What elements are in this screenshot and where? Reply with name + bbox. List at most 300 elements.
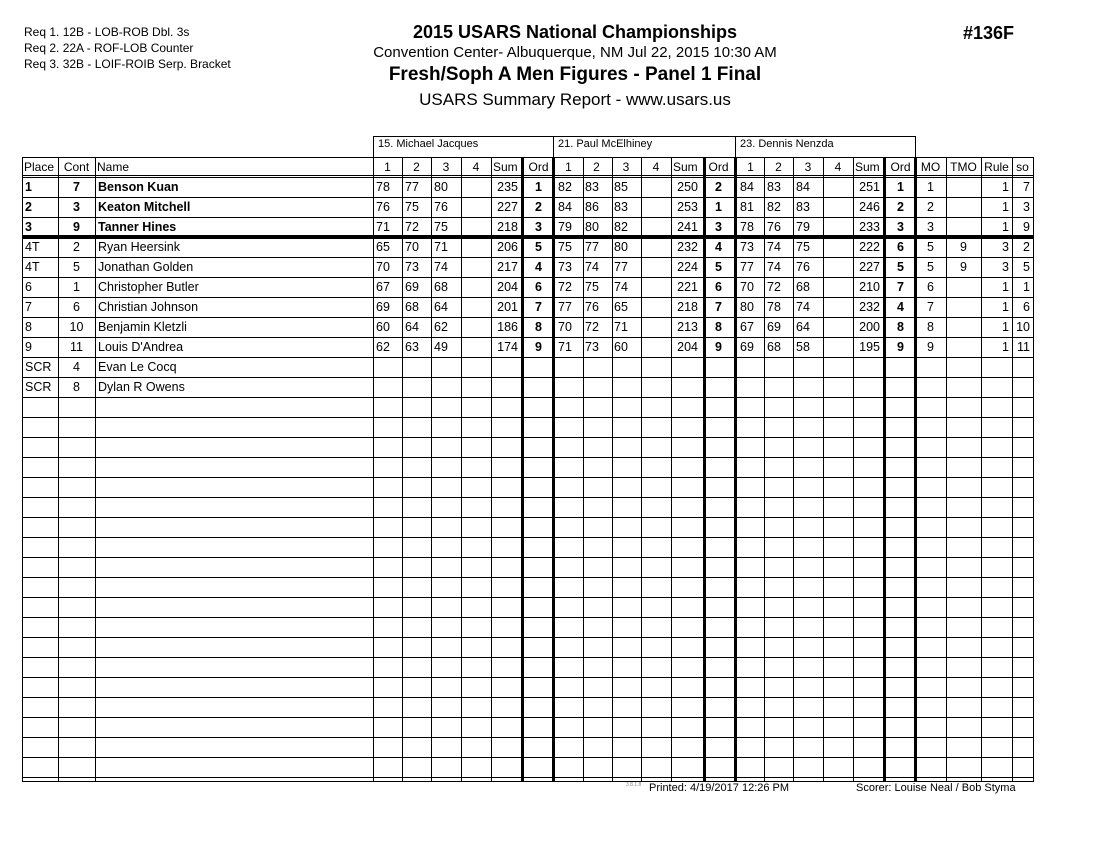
judge-1-score-1: 76 — [376, 200, 390, 214]
judge-2-score-3: 60 — [614, 340, 628, 354]
name-cell: Dylan R Owens — [98, 380, 185, 394]
judge-2-score-1: 70 — [558, 320, 572, 334]
judge-1-sum — [491, 378, 521, 398]
judge-3-score-3: 64 — [796, 320, 810, 334]
judge-3-col-ord-header: Ord — [890, 160, 911, 174]
name-cell: Jonathan Golden — [98, 260, 194, 274]
judge-2-ordinal — [704, 378, 733, 398]
judge-3-sum: 200 — [859, 320, 880, 334]
cont-cell: 1 — [73, 280, 80, 294]
place-cell: 3 — [25, 220, 32, 234]
judge-1-score-2: 68 — [405, 300, 419, 314]
judge-2-score-1: 72 — [558, 280, 572, 294]
event-number: #136F — [963, 23, 1015, 43]
judge-1-score-3: 49 — [434, 340, 448, 354]
column-divider — [946, 157, 947, 782]
judge-1-score-1: 60 — [376, 320, 390, 334]
judge-1-name: 15. Michael Jacques — [373, 136, 554, 157]
judge-2-col-sum-header: Sum — [673, 160, 698, 174]
judge-2-score-4 — [641, 378, 671, 398]
judge-2-ordinal: 2 — [715, 180, 722, 194]
column-divider — [491, 157, 492, 782]
judge-1-score-2 — [402, 378, 431, 398]
column-divider — [431, 157, 432, 782]
judge-2-sum: 250 — [677, 180, 698, 194]
judge-1-score-1: 70 — [376, 260, 390, 274]
tmo-cell: 9 — [960, 260, 967, 274]
judge-1-score-3: 64 — [434, 300, 448, 314]
judge-3-sum: 246 — [859, 200, 880, 214]
judge-2-score-3: 83 — [614, 200, 628, 214]
judge-1-score-1: 71 — [376, 220, 390, 234]
judge-2-ordinal: 4 — [715, 240, 722, 254]
judge-3-col-3-header: 3 — [804, 160, 812, 174]
judge-1-score-1: 69 — [376, 300, 390, 314]
judge-2-score-1: 82 — [558, 180, 572, 194]
cont-cell: 10 — [69, 320, 84, 334]
judge-3-score-2: 74 — [767, 260, 781, 274]
judge-2-score-3: 74 — [614, 280, 628, 294]
judge-1-ordinal: 8 — [535, 320, 542, 334]
judge-2-score-4 — [641, 258, 671, 278]
cont-cell: 7 — [73, 180, 80, 194]
requirement-2: Req 2. 22A - ROF-LOB Counter — [24, 41, 194, 55]
column-divider — [823, 157, 824, 782]
event-title: Fresh/Soph A Men Figures - Panel 1 Final — [388, 64, 762, 85]
judge-1-score-1 — [373, 358, 402, 378]
requirement-3: Req 3. 32B - LOIF-ROIB Serp. Bracket — [24, 57, 231, 71]
judge-2-score-3: 71 — [614, 320, 628, 334]
tmo-cell — [946, 198, 981, 218]
judge-2-score-2: 80 — [585, 220, 599, 234]
judge-3-ordinal: 5 — [897, 260, 904, 274]
cont-cell: 2 — [73, 240, 80, 254]
rule-header: Rule — [984, 160, 1009, 174]
judge-1-ordinal: 3 — [535, 220, 542, 234]
judge-3-sum: 222 — [859, 240, 880, 254]
judge-1-col-sum-header: Sum — [493, 160, 518, 174]
judge-2-score-3: 77 — [614, 260, 628, 274]
name-cell: Christopher Butler — [98, 280, 199, 294]
judge-1-sum: 235 — [497, 180, 518, 194]
judge-2-sum: 204 — [677, 340, 698, 354]
judge-1-ordinal: 5 — [535, 240, 542, 254]
judge-3-sum: 251 — [859, 180, 880, 194]
judge-3-col-1-header: 1 — [747, 160, 754, 174]
judge-1-col-1-header: 1 — [384, 160, 391, 174]
judge-1-score-1: 65 — [376, 240, 390, 254]
column-divider — [402, 157, 403, 782]
judge-2-score-4 — [641, 278, 671, 298]
rule-cell: 1 — [1002, 300, 1009, 314]
judge-2-score-1: 73 — [558, 260, 572, 274]
judge-separator — [552, 157, 555, 782]
mo-cell: 7 — [927, 300, 934, 314]
rule-cell: 1 — [1002, 340, 1009, 354]
judge-1-ordinal — [524, 378, 553, 398]
judge-3-score-4 — [823, 278, 853, 298]
cont-header: Cont — [63, 160, 90, 174]
column-divider — [1033, 157, 1034, 782]
judge-1-score-4 — [461, 278, 491, 298]
so-cell: 5 — [1023, 260, 1030, 274]
report-subtitle: USARS Summary Report - www.usars.us — [419, 90, 731, 109]
column-divider — [373, 157, 374, 782]
so-cell: 7 — [1023, 180, 1030, 194]
so-cell — [1012, 378, 1033, 398]
tmo-cell — [946, 358, 981, 378]
cont-cell: 6 — [73, 300, 80, 314]
so-cell: 2 — [1023, 240, 1030, 254]
place-cell: 4T — [25, 260, 40, 274]
judge-3-score-4 — [823, 318, 853, 338]
printed-timestamp: Printed: 4/19/2017 12:26 PM — [649, 782, 790, 794]
judge-3-col-sum-header: Sum — [855, 160, 880, 174]
judge-3-ordinal — [886, 378, 915, 398]
judge-2-ordinal: 6 — [715, 280, 722, 294]
judge-2-sum: 218 — [677, 300, 698, 314]
judge-2-sum: 224 — [677, 260, 698, 274]
judge-2-score-1 — [555, 358, 582, 378]
cont-cell: 9 — [73, 220, 80, 234]
judge-2-score-4 — [641, 298, 671, 318]
judge-1-score-4 — [461, 378, 491, 398]
judge-2-ordinal: 7 — [715, 300, 722, 314]
judge-3-score-4 — [823, 298, 853, 318]
judge-2-score-3: 80 — [614, 240, 628, 254]
judge-2-sum: 213 — [677, 320, 698, 334]
judge-1-score-2: 69 — [405, 280, 419, 294]
judge-3-score-2: 68 — [767, 340, 781, 354]
rule-cell: 1 — [1002, 180, 1009, 194]
judge-2-score-3: 82 — [614, 220, 628, 234]
place-header: Place — [24, 160, 55, 174]
judge-3-ordinal — [886, 358, 915, 378]
judge-1-ordinal: 2 — [535, 200, 542, 214]
judge-1-ordinal: 4 — [535, 260, 542, 274]
judge-2-score-2: 76 — [585, 300, 599, 314]
judge-3-score-1: 73 — [740, 240, 754, 254]
judge-2-score-2 — [582, 378, 611, 398]
judge-3-score-3 — [793, 378, 823, 398]
so-cell: 6 — [1023, 300, 1030, 314]
judge-2-name: 21. Paul McElhiney — [553, 136, 736, 157]
judge-separator — [734, 157, 737, 782]
judge-2-score-1: 75 — [558, 240, 572, 254]
judge-1-score-4 — [461, 358, 491, 378]
column-divider — [853, 157, 854, 782]
name-cell: Evan Le Cocq — [98, 360, 177, 374]
judge-3-ordinal: 1 — [897, 180, 904, 194]
tmo-header: TMO — [950, 160, 977, 174]
judge-3-score-2: 83 — [767, 180, 781, 194]
tmo-cell — [946, 278, 981, 298]
judge-2-ordinal: 3 — [715, 220, 722, 234]
judge-3-score-1 — [737, 358, 764, 378]
judge-1-score-3: 68 — [434, 280, 448, 294]
rule-cell — [981, 378, 1012, 398]
column-divider — [22, 157, 23, 782]
cont-cell: 3 — [73, 200, 80, 214]
judge-1-ordinal: 6 — [535, 280, 542, 294]
judge-3-score-4 — [823, 378, 853, 398]
judge-3-score-3: 76 — [796, 260, 810, 274]
judge-3-score-1: 77 — [740, 260, 754, 274]
judge-1-col-ord-header: Ord — [528, 160, 549, 174]
judge-3-score-1: 67 — [740, 320, 754, 334]
judge-separator — [703, 157, 706, 782]
judge-1-score-4 — [461, 298, 491, 318]
judge-2-score-4 — [641, 358, 671, 378]
requirement-1: Req 1. 12B - LOB-ROB Dbl. 3s — [24, 25, 190, 39]
rule-cell: 1 — [1002, 220, 1009, 234]
name-cell: Ryan Heersink — [98, 240, 180, 254]
judge-2-score-1: 79 — [558, 220, 572, 234]
judge-2-score-1 — [555, 378, 582, 398]
judge-2-score-2 — [582, 358, 611, 378]
judge-separator — [521, 157, 524, 782]
judge-2-score-2: 83 — [585, 180, 599, 194]
judge-3-score-2: 74 — [767, 240, 781, 254]
judge-3-sum: 232 — [859, 300, 880, 314]
rule-cell: 1 — [1002, 280, 1009, 294]
judge-1-sum: 227 — [497, 200, 518, 214]
judge-1-sum: 204 — [497, 280, 518, 294]
judge-3-score-1: 84 — [740, 180, 754, 194]
judge-2-sum: 221 — [677, 280, 698, 294]
judge-1-score-2: 64 — [405, 320, 419, 334]
judge-1-ordinal: 9 — [535, 340, 542, 354]
mo-cell — [915, 378, 946, 398]
judge-2-score-1: 71 — [558, 340, 572, 354]
judge-1-score-3: 80 — [434, 180, 448, 194]
judge-1-score-3 — [431, 358, 461, 378]
judge-3-score-2 — [764, 378, 793, 398]
judge-2-score-3 — [611, 378, 641, 398]
judge-1-score-3 — [431, 378, 461, 398]
column-divider — [671, 157, 672, 782]
name-cell: Benjamin Kletzli — [98, 320, 187, 334]
judge-1-score-2: 75 — [405, 200, 419, 214]
judge-1-score-3: 76 — [434, 200, 448, 214]
place-cell: 6 — [25, 280, 32, 294]
judge-1-score-4 — [461, 178, 491, 198]
tmo-cell — [946, 298, 981, 318]
judge-3-score-1 — [737, 378, 764, 398]
judge-1-score-4 — [461, 338, 491, 358]
judge-1-sum — [491, 358, 521, 378]
judge-3-score-1: 70 — [740, 280, 754, 294]
competition-title: 2015 USARS National Championships — [412, 22, 738, 42]
so-cell: 9 — [1023, 220, 1030, 234]
mo-cell: 8 — [927, 320, 934, 334]
judge-2-score-3 — [611, 358, 641, 378]
judge-3-score-3: 58 — [796, 340, 810, 354]
column-divider — [793, 157, 794, 782]
judge-1-score-3: 71 — [434, 240, 448, 254]
judge-3-score-1: 80 — [740, 300, 754, 314]
judge-separator — [914, 157, 917, 782]
judge-2-score-2: 75 — [585, 280, 599, 294]
judge-1-score-2: 77 — [405, 180, 419, 194]
judge-1-score-4 — [461, 198, 491, 218]
judge-2-col-3-header: 3 — [622, 160, 630, 174]
judge-2-score-4 — [641, 318, 671, 338]
column-divider — [583, 157, 584, 782]
judge-3-ordinal: 3 — [897, 220, 904, 234]
judge-2-ordinal: 8 — [715, 320, 722, 334]
judge-1-score-4 — [461, 258, 491, 278]
judge-2-col-ord-header: Ord — [708, 160, 729, 174]
judge-2-score-2: 73 — [585, 340, 599, 354]
mo-cell: 9 — [927, 340, 934, 354]
rule-cell: 1 — [1002, 320, 1009, 334]
judge-3-score-4 — [823, 358, 853, 378]
place-cell: SCR — [25, 360, 52, 374]
judge-2-score-3: 85 — [614, 180, 628, 194]
judge-3-score-4 — [823, 178, 853, 198]
judge-1-sum: 174 — [497, 340, 518, 354]
cont-cell: 8 — [73, 380, 80, 394]
judge-2-ordinal: 1 — [715, 200, 722, 214]
so-cell: 3 — [1023, 200, 1030, 214]
judge-3-sum: 233 — [859, 220, 880, 234]
so-cell — [1012, 358, 1033, 378]
name-cell: Christian Johnson — [98, 300, 199, 314]
judge-1-score-2: 72 — [405, 220, 419, 234]
judge-3-score-3: 84 — [796, 180, 810, 194]
judge-1-score-3: 75 — [434, 220, 448, 234]
judge-2-score-1: 84 — [558, 200, 572, 214]
judge-2-col-4-header: 4 — [652, 160, 660, 174]
judge-2-score-4 — [641, 338, 671, 358]
judge-1-sum: 201 — [497, 300, 518, 314]
mo-cell: 2 — [927, 200, 934, 214]
judge-3-score-2: 69 — [767, 320, 781, 334]
judge-2-sum: 253 — [677, 200, 698, 214]
judge-3-score-3: 68 — [796, 280, 810, 294]
tmo-cell — [946, 338, 981, 358]
column-divider — [95, 157, 96, 782]
judge-1-score-1: 62 — [376, 340, 390, 354]
judge-3-sum: 195 — [859, 340, 880, 354]
tmo-cell — [946, 378, 981, 398]
column-divider — [641, 157, 642, 782]
column-divider — [981, 157, 982, 782]
judge-2-sum: 232 — [677, 240, 698, 254]
judge-3-score-2 — [764, 358, 793, 378]
judge-2-sum — [671, 378, 701, 398]
judge-2-sum: 241 — [677, 220, 698, 234]
judge-3-score-4 — [823, 338, 853, 358]
name-cell: Louis D'Andrea — [98, 340, 184, 354]
judge-2-ordinal: 9 — [715, 340, 722, 354]
mo-header: MO — [920, 160, 941, 174]
judge-1-score-2: 70 — [405, 240, 419, 254]
judge-2-score-2: 86 — [585, 200, 599, 214]
cont-cell: 5 — [73, 260, 80, 274]
column-divider — [764, 157, 765, 782]
judge-3-ordinal: 4 — [897, 300, 904, 314]
judge-3-sum — [853, 358, 883, 378]
venue-datetime: Convention Center- Albuquerque, NM Jul 22, 2015 10:30 AM — [373, 44, 777, 61]
judge-2-score-2: 74 — [585, 260, 599, 274]
judge-3-score-1: 78 — [740, 220, 754, 234]
judge-2-score-3: 65 — [614, 300, 628, 314]
judge-3-score-2: 78 — [767, 300, 781, 314]
place-cell: 4T — [25, 240, 40, 254]
judge-3-ordinal: 6 — [897, 240, 904, 254]
judge-3-score-4 — [823, 198, 853, 218]
judge-3-score-3: 79 — [796, 220, 810, 234]
judge-1-ordinal: 1 — [535, 180, 542, 194]
name-cell: Keaton Mitchell — [98, 200, 191, 214]
mo-cell — [915, 358, 946, 378]
column-divider — [1012, 157, 1013, 782]
judge-3-sum — [853, 378, 883, 398]
tmo-cell: 9 — [960, 240, 967, 254]
place-cell: 2 — [25, 200, 32, 214]
judge-1-ordinal: 7 — [535, 300, 542, 314]
so-cell: 11 — [1017, 340, 1030, 354]
place-cell: 1 — [25, 180, 32, 194]
judge-2-score-1: 77 — [558, 300, 572, 314]
judge-3-score-3 — [793, 358, 823, 378]
judge-3-score-2: 72 — [767, 280, 781, 294]
cont-cell: 4 — [73, 360, 80, 374]
judge-1-score-1 — [373, 378, 402, 398]
judge-1-score-4 — [461, 318, 491, 338]
judge-2-ordinal — [704, 358, 733, 378]
tmo-cell — [946, 318, 981, 338]
judge-1-score-3: 62 — [434, 320, 448, 334]
name-cell: Benson Kuan — [98, 180, 179, 194]
rule-cell: 1 — [1002, 200, 1009, 214]
judge-2-col-1-header: 1 — [565, 160, 572, 174]
cont-cell: 11 — [70, 340, 83, 354]
judge-3-ordinal: 9 — [897, 340, 904, 354]
judge-3-score-4 — [823, 238, 853, 258]
judge-2-col-2-header: 2 — [593, 160, 600, 174]
judge-2-score-4 — [641, 178, 671, 198]
mo-cell: 1 — [927, 180, 934, 194]
judge-2-score-2: 77 — [585, 240, 599, 254]
name-header: Name — [97, 160, 130, 174]
judge-3-score-1: 69 — [740, 340, 754, 354]
judge-3-score-3: 75 — [796, 240, 810, 254]
judge-3-col-2-header: 2 — [775, 160, 782, 174]
judge-3-score-2: 76 — [767, 220, 781, 234]
software-version: 3.8.1.8 — [626, 782, 642, 788]
judge-3-ordinal: 2 — [897, 200, 904, 214]
judge-1-col-3-header: 3 — [442, 160, 450, 174]
judge-1-sum: 217 — [497, 260, 518, 274]
judge-3-col-4-header: 4 — [834, 160, 842, 174]
so-cell: 10 — [1016, 320, 1030, 334]
so-header: so — [1016, 160, 1029, 174]
mo-cell: 5 — [927, 240, 934, 254]
judge-1-ordinal — [524, 358, 553, 378]
judge-1-score-2: 73 — [405, 260, 419, 274]
judge-3-name: 23. Dennis Nenzda — [735, 136, 916, 157]
rule-cell — [981, 358, 1012, 378]
mo-cell: 3 — [927, 220, 934, 234]
judge-2-score-4 — [641, 238, 671, 258]
judge-1-score-2: 63 — [405, 340, 419, 354]
rule-cell: 3 — [1002, 260, 1009, 274]
column-divider — [461, 157, 462, 782]
judge-1-sum: 206 — [497, 240, 518, 254]
